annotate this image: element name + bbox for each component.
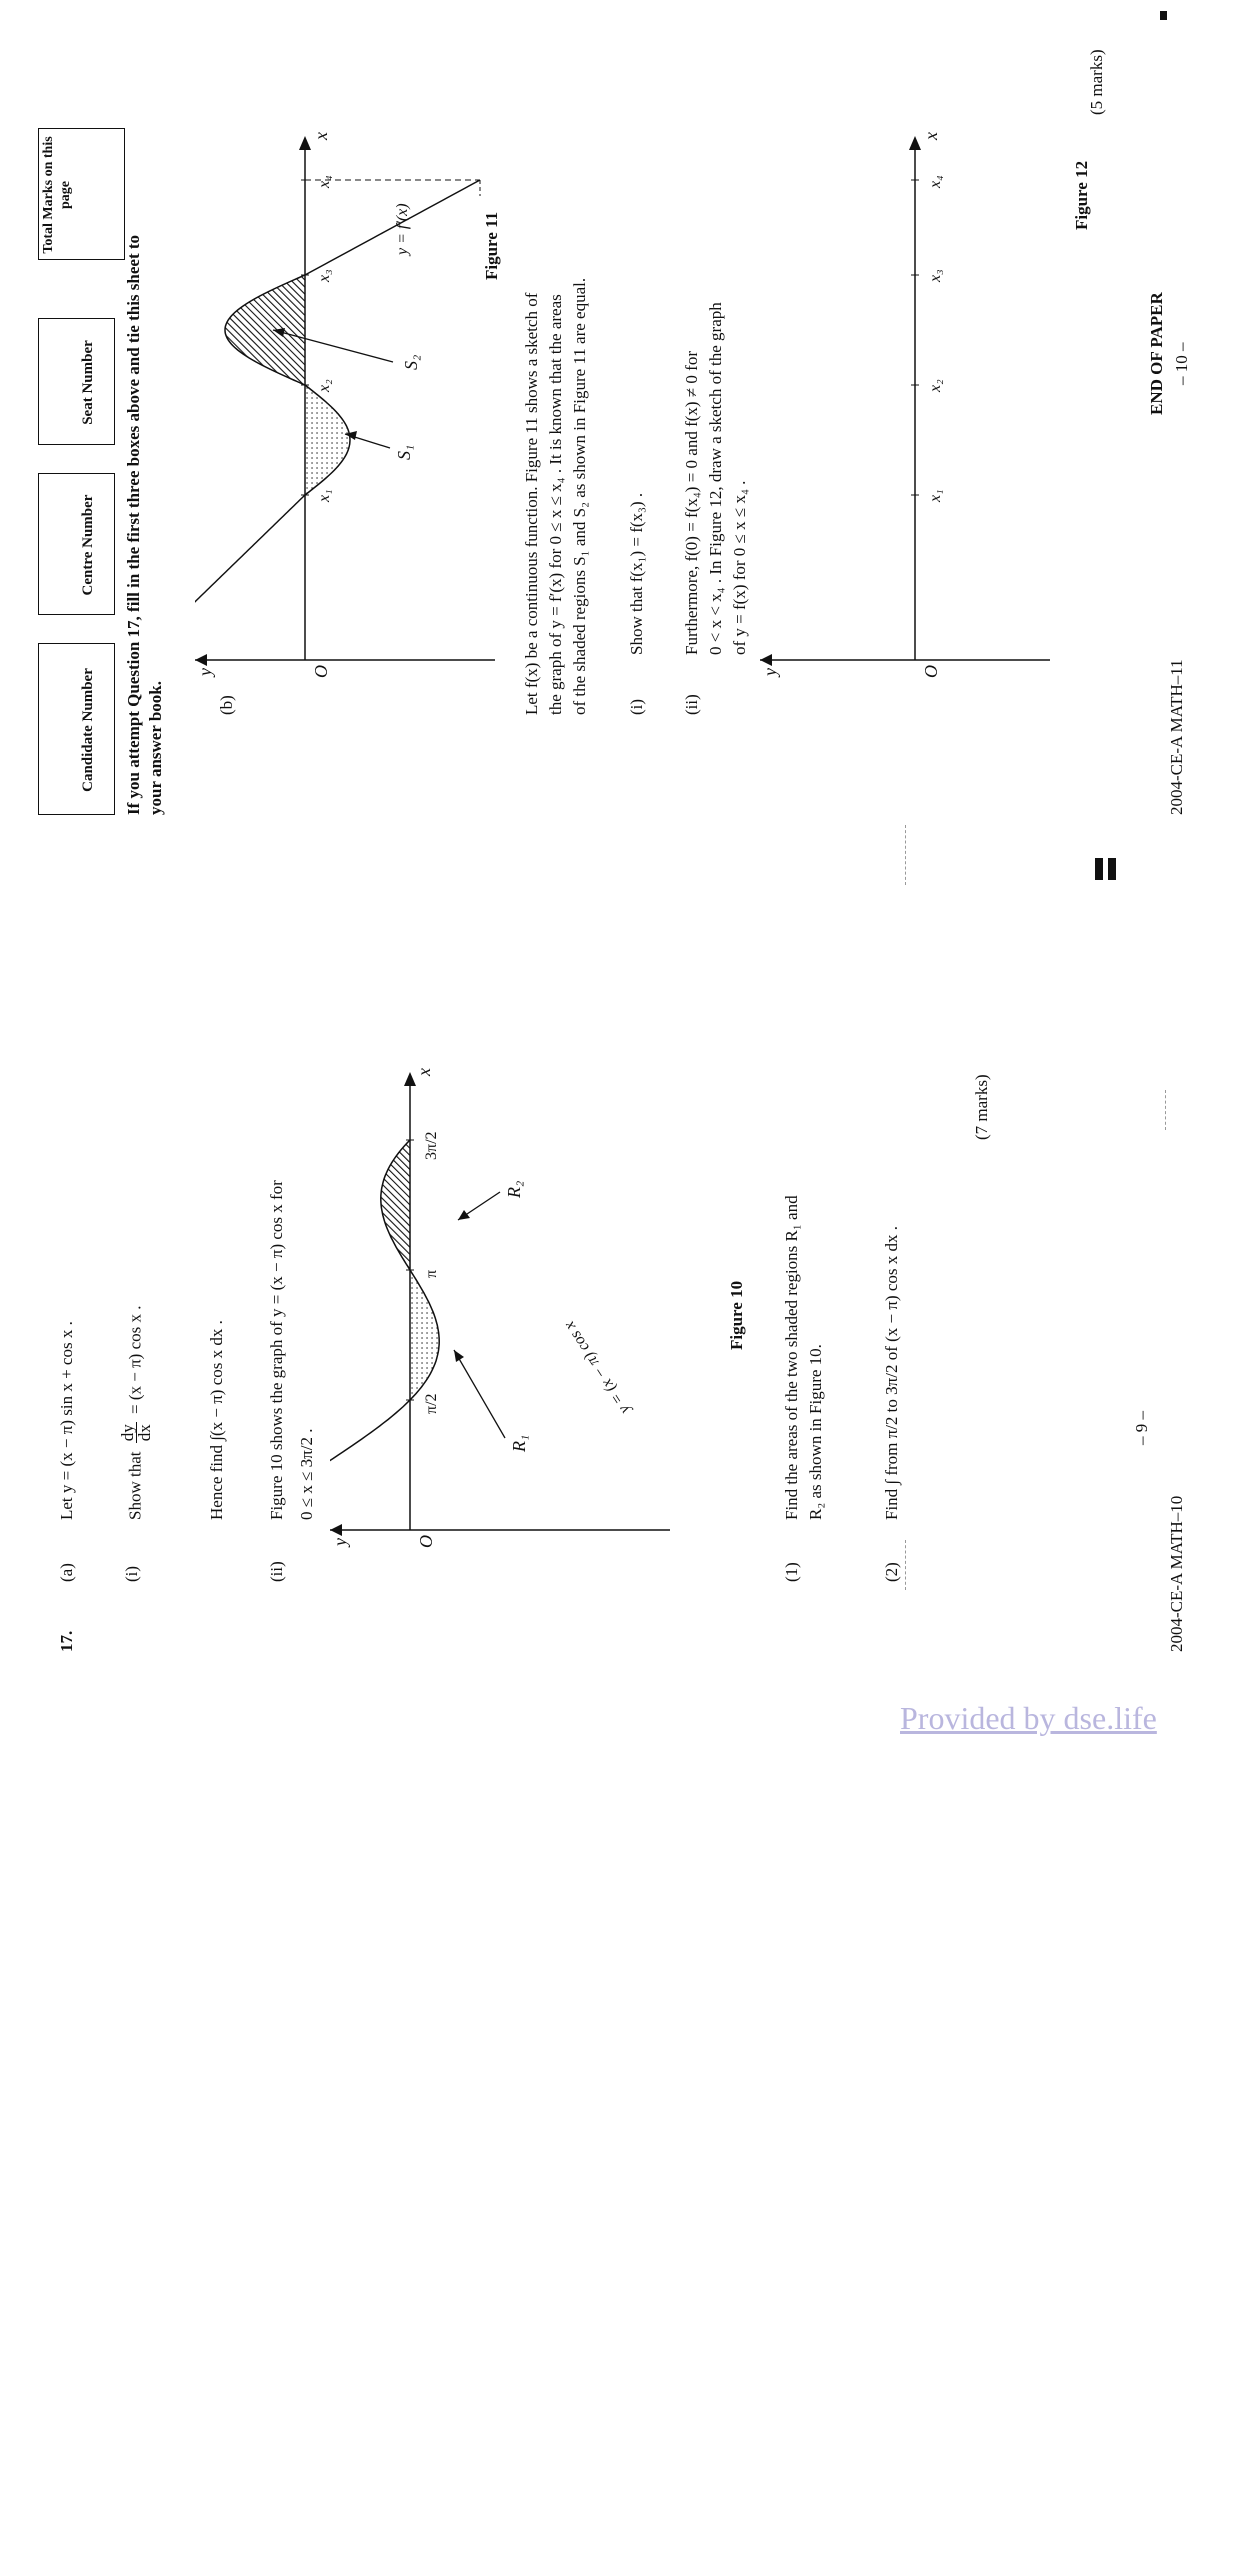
figure-11: [195, 120, 505, 680]
part-b-marks: (5 marks): [1087, 49, 1106, 115]
part-b-i-label: (i): [627, 698, 646, 715]
part-b-line3: of the shaded regions S₁ and S₂ as shown in Figure 11 are equal.: [570, 277, 589, 715]
dx: dx: [135, 1424, 154, 1442]
fig12-x-label: x: [921, 132, 941, 140]
fig11-x-arrow: [299, 136, 311, 150]
fig12-tick-label-x4: x₄: [927, 175, 944, 188]
fig11-x-label: x: [311, 132, 331, 140]
sub1-label: (1): [782, 1562, 801, 1582]
part-a-i-text: [120, 1306, 153, 1520]
fig12-tick-label-x2: x₂: [927, 379, 944, 392]
sub2-label: (2): [882, 1562, 901, 1582]
total-marks-label: Total Marks on this page: [41, 136, 73, 254]
page-10-code: 2004-CE-A MATH–11: [1167, 659, 1186, 815]
part-b-ii-label: (ii): [682, 694, 701, 715]
fig10-r2-label: R₂: [504, 1180, 524, 1198]
fig10-y-arrow: [330, 1524, 342, 1536]
fig11-origin: O: [311, 665, 331, 678]
fig11-y-arrow: [195, 654, 207, 666]
part-b-ii-line1: Furthermore, f(0) = f(x₄) = 0 and f(x) ≠ 0 for: [682, 351, 701, 655]
scan-mark: [1108, 858, 1116, 880]
r2-pointer-head: [458, 1210, 470, 1220]
candidate-number-label: Candidate Number: [80, 668, 96, 792]
scan-mark: [1165, 1090, 1167, 1130]
part-b-ii-line3: of y = f(x) for 0 ≤ x ≤ x₄ .: [730, 480, 749, 655]
part-a-i-label: (i): [122, 1565, 141, 1582]
fig10-tick-label-3: 3π/2: [423, 1131, 440, 1160]
fig10-y-label: y: [330, 1538, 350, 1546]
question-number: 17.: [57, 1630, 76, 1652]
scan-mark: [905, 825, 907, 885]
fig11-tick-label-x3: x₃: [316, 269, 333, 282]
page-10-number: – 10 –: [1172, 342, 1191, 385]
region-s2: [225, 275, 305, 385]
fig12-tick-label-x3: x₃: [927, 269, 944, 282]
figure-10: [330, 1050, 690, 1550]
fig12-tick-label-x1: x₁: [927, 489, 944, 502]
page-9-number: – 9 –: [1132, 1411, 1151, 1445]
fig12-y-label: y: [760, 668, 780, 676]
part-b-i-text: Show that f(x₁) = f(x₃) .: [627, 492, 646, 655]
fig10-curve-label: y = (x − π) cos x: [560, 1318, 634, 1418]
fig11-tick-label-x1: x₁: [316, 489, 333, 502]
region-r2: [381, 1140, 410, 1270]
derivative-result: = (x − π) cos x .: [125, 1305, 145, 1415]
fig11-tick-label-x4: x₄: [316, 175, 333, 188]
derivative-fraction: [120, 1422, 153, 1443]
scan-mark: [1095, 858, 1103, 880]
seat-number-box[interactable]: [38, 318, 115, 445]
sub2-text: Find ∫ from π/2 to 3π/2 of (x − π) cos x dx .: [882, 1225, 901, 1520]
r1-pointer: [454, 1350, 505, 1438]
hence-find-text: Hence find ∫(x − π) cos x dx .: [207, 1320, 226, 1520]
figure-10-caption: Figure 10: [727, 1280, 746, 1350]
region-s1: [305, 385, 350, 495]
candidate-number-box[interactable]: [38, 643, 115, 815]
region-r1: [410, 1270, 439, 1400]
part-a-intro: Let y = (x − π) sin x + cos x .: [57, 1321, 76, 1520]
part-a-ii-label: (ii): [267, 1561, 286, 1582]
fig12-x-arrow: [909, 136, 921, 150]
part-a-ii-line2: 0 ≤ x ≤ 3π/2 .: [297, 1428, 316, 1520]
centre-number-label: Centre Number: [80, 494, 96, 596]
part-a-label: (a): [57, 1563, 76, 1582]
figure-12[interactable]: [760, 120, 1060, 680]
show-that-text: Show that: [125, 1451, 145, 1520]
instruction-line1: If you attempt Question 17, fill in the first three boxes above and tie this sheet to: [124, 234, 143, 815]
instruction-line2: your answer book.: [146, 681, 165, 815]
fig10-tick-label-1: π/2: [423, 1393, 440, 1414]
scan-mark: [905, 1540, 907, 1590]
part-b-ii-line2: 0 < x < x₄ . In Figure 12, draw a sketch of the graph: [706, 302, 725, 655]
fig12-origin: O: [921, 665, 941, 678]
figure-11-caption: Figure 11: [482, 211, 501, 280]
fig10-tick-label-2: π: [423, 1269, 440, 1278]
part-a-ii-line1: Figure 10 shows the graph of y = (x − π) cos x for: [267, 1180, 286, 1520]
sub1-line2: R₂ as shown in Figure 10.: [806, 1344, 825, 1520]
fig11-tick-label-x2: x₂: [316, 379, 333, 392]
end-of-paper: END OF PAPER: [1147, 292, 1166, 415]
fig11-y-label: y: [195, 668, 215, 676]
dy: dy: [118, 1424, 137, 1442]
sub1-line1: Find the areas of the two shaded regions R₁ and: [782, 1195, 801, 1520]
seat-number-label: Seat Number: [80, 340, 96, 425]
scan-mark: [1160, 11, 1167, 20]
centre-number-box[interactable]: [38, 473, 115, 615]
fig11-curve-label: y = f′(x): [394, 203, 411, 255]
fig10-r1-label: R₁: [509, 1434, 529, 1452]
page-9-code: 2004-CE-A MATH–10: [1167, 1495, 1186, 1652]
r1-pointer-head: [454, 1350, 464, 1362]
fig10-origin: O: [416, 1535, 436, 1548]
watermark-link[interactable]: Provided by dse.life: [900, 1700, 1157, 1736]
fig11-s1-label: S₁: [394, 444, 414, 460]
part-b-line2: the graph of y = f′(x) for 0 ≤ x ≤ x₄ . It is known that the areas: [546, 294, 565, 715]
fig10-x-label: x: [414, 1068, 434, 1076]
figure-12-caption: Figure 12: [1072, 160, 1091, 230]
part-b-label: (b): [217, 695, 236, 715]
fig12-y-arrow: [760, 654, 772, 666]
fig11-s2-label: S₂: [401, 354, 421, 370]
part-b-line1: Let f(x) be a continuous function. Figure 11 shows a sketch of: [522, 292, 541, 715]
part-a-marks: (7 marks): [972, 1074, 991, 1140]
